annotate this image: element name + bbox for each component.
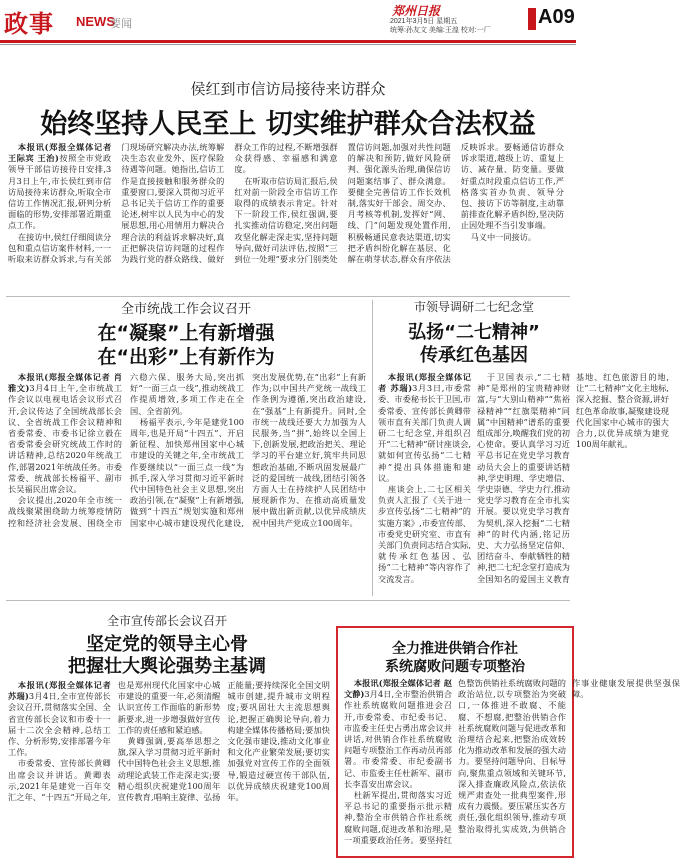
article-paragraph: 在接访中,侯红仔细阅读分包和重点信访案件材料,一一听取来访群众诉求,与有关部门现场研究解决办法,统筹解决生态农业发外、医疗保险待遇等问题。她指出,信访工作是直接接触和服务群众的重要窗口,要深入贯彻习近平总书记关于信访工作的重要论述,树牢以人民为中心的发展思想,用心用情用力解决合理合法的利益诉求解决好,真正把解决信访问题的过程作为践行党的群众路线、做好群众工作的过程,不断增强群众获得感、幸福感和满意度。 — [8, 142, 338, 265]
article-body: 本报讯(郑报全媒体记者 赵文静)3月4日,全市整治供销合作社系统腐败问题推进会召开,市委常委、市纪委书记、市监委主任史占勇出席会议并讲话,对供销合作社系统腐败问题专项整治工作再动员再部署。市委常委、市纪委副书记、市监委主任杜新军、副市长李喜安出席会议。 杜新军提出,贯彻落实习近平总书记的重要指示批示精神,整治全市供销合作社系统腐败问题,促进改革和治理,是一项重要政治任务。要坚持红色整饬供销社系统腐败问题的政治站位,以专项整治为突破口,一体推进不敢腐、不能腐、不想腐,把整治供销合作社系统腐败问题与促进改革和治理结合起来,把整治成效转化为推动改革和发展的强大动力。要坚持问题导向、目标导向,聚焦重点领域和关键环节,深入排查廉政风险点,依法依规严肃查处一批典型案件,形成有力震慑。要压紧压实各方责任,强化组织领导,推动专项整治取得扎实成效,为供销合作事业健康发展提供坚强保障。 — [344, 678, 566, 852]
article-paragraph: 杜新军提出,贯彻落实习近平总书记的重要指示批示精神,整治全市供销合作社系统腐败问题,促进改革和治理,是一项重要政治任务。要坚持红色整饬供销社系统腐败问题的政治站位,以专项整治为突破口,一体推进不敢腐、不能腐、不想腐,把整治供销合作社系统腐败问题与促进改革和治理结合起来,把整治成效转化为推动改革和发展的强大动力。要坚持问题导向、目标导向,聚焦重点领域和关键环节,深入排查廉政风险点,依法依规严肃查处一批典型案件,形成有力震慑。要压紧压实各方责任,强化组织领导,推动专项整治取得扎实成效,为供销合作事业健康发展提供坚强保障。 — [344, 678, 680, 845]
article-headline: 系统腐败问题专项整治 — [385, 659, 525, 675]
divider — [6, 296, 570, 297]
article-headline: 全力推进供销合作社 — [392, 641, 518, 657]
article-xuanchuan — [0, 604, 334, 862]
article-tongzhan — [0, 298, 372, 598]
article-headline: 弘扬“二七精神” — [408, 322, 540, 343]
article-byline: 本报讯(郑报全媒体记者 赵文静) — [344, 678, 452, 700]
article-paragraph: 于卫国表示,“二七精神”是郑州的宝贵精神财富,与“大别山精神”“焦裕禄精神”“红旗渠精神”同属“中国精神”谱系的重要组成部分,唤醒我们党的初心使命。要认真学习习近平总书记在党史学习教育动员大会上的重要讲话精神,学史明理、学史增信、学史崇德、学史力行,推动党史学习教育在全市扎实开展。要以党史学习教育为契机,深入挖掘“二七精神”的时代内涵,铭记历史、大力弘扬坚定信仰、团结奋斗、奉献牺牲的精神,把二七纪念堂打造成为全国知名的爱国主义教育基地、红色旅游目的地,让“二七精神”文化主地标,深入挖掘、整合资源,讲好红色革命故事,凝聚建设现代化国家中心城市的强大合力,以优异成绩为建党100周年献礼。 — [477, 372, 669, 584]
article-headline: 在“凝聚”上有新增强 — [97, 322, 275, 344]
article-paragraph: 座谈会上,二七区相关负责人汇报了《关于进一步宣传弘扬“二七精神”的实施方案》,市委宣传部、市委党史研究室、市直有关部门负责同志结合实际,就传承红色基因、弘扬“二七精神”等内容作了交流发言。 — [378, 484, 471, 584]
article-paragraph: 在听取市信访局汇报后,侯红对前一阶段全市信访工作取得的成绩表示肯定。针对下一阶段工作,侯红强调,要扎实推动信访稳定,突出问题攻坚化解走深走实,坚持问题导向,做好司法评估,按照“三到位一处理”要求分门别类处置信访问题,加强对共性问题的解决和预防,做好风险研判、强化源头治理,确保信访问题案结事了、群众满意。要健全完善信访工作长效机制,落实好干部会、周交办、月考核等机制,发挥好“网、线、门”问题发现处置作用,积极畅通民意表达渠道,切实把矛盾纠纷化解在基层、化解在萌芽状态,群众有序依法反映诉求。要畅通信访群众诉求渠道,越级上访、重复上访、减存量、防变量。要做好重点时段重点信访工作,严格落实首办负责、领导分包、接访下访等制度,主动靠前排查化解矛盾纠纷,坚决防止因处理不当引发事端。 — [234, 142, 564, 265]
date-line: 2021年3月5日 星期五 — [390, 18, 458, 25]
article-headline: 把握壮大舆论强势主基调 — [68, 656, 266, 677]
article-paragraph: 马义中一同接访。 — [470, 231, 537, 242]
article-byline: 本报讯(郑报全媒体记者 苏瑞) — [378, 372, 471, 394]
article-paragraph: 杨福平表示,今年是建党100周年,也是开局“十四五”、开启新征程、加快郑州国家中心城市建设的关键之年,全市统战工作要继续以“一面三点一线”为抓手,深入学习贯彻习近平新时代中国特色社会主义思想,突出政治引领,在“凝聚”上有新增强,做到“十四五”规划实施和郑州国家中心城市建设现代化建设,突出发展优势,在“出彩”上有新作为;以中国共产党统一战线工作条例为遵循,突出政治建设,在“强基”上有新提升。同时,全市统一战线还要大力加强为人民服务,当“拼”,始终以全国上下,创新发展,把政治把关、理论学习的平台建立好,筑牢共同思想政治基础,不断巩固发展最广泛的爱国统一战线,团结引领各方面人士在持续护人民团结中展现新作为、在推动高质量发展中做出新贡献,以优异成绩庆祝中国共产党成立100周年。 — [130, 372, 366, 528]
article-paragraph: 黄卿强调,要高举思想之旗,深入学习贯彻习近平新时代中国特色社会主义思想,推动理论武装工作走深走实;要精心组织庆祝建党100周年宣传教育,唱响主旋律、弘扬正能量;要持续深化全国文明城市创建,提升城市文明程度;要巩固壮大主流思想舆论,把握正确舆论导向,着力构建全媒体传播格局;要加快文化强市建设,推动文化事业和文化产业繁荣发展;要切实加强党对宣传工作的全面领导,锻造过硬宣传干部队伍,以优异成绩庆祝建党100周年。 — [117, 680, 330, 803]
article-xinfang — [0, 50, 576, 296]
article-byline: 本报讯(郑报全媒体记者 王际宾 王治) — [8, 142, 112, 164]
article-kicker: 市领导调研二七纪念堂 — [413, 300, 534, 314]
newspaper-logo: 郑州日报 — [392, 4, 441, 18]
article-byline: 本报讯(郑报全媒体记者 苏瑞) — [8, 680, 111, 702]
article-headline: 传承红色基因 — [420, 345, 528, 366]
page-number: A09 — [538, 6, 575, 28]
article-gongxiaoshe — [336, 626, 680, 858]
article-body: 本报讯(郑报全媒体记者 王际宾 王治)按照全市党政领导干部信访接待日安排,3月3日上午,市长侯红到市信访局接待来访群众,听取全市信访工作情况汇报,研判分析面临的形势,安排部署近期重点工作。 在接访中,侯红仔细阅读分包和重点信访案件材料,一一听取来访群众诉求,与有关部门现场研究解决办法,统筹解决生态农业发外、医疗保险待遇等问题。她指出,信访工作是直接接触和服务群众的重要窗口,要深入贯彻习近平总书记关于信访工作的重要论述,树牢以人民为中心的发展思想,用心用情用力解决合理合法的利益诉求解决好,真正把解决信访问题的过程作为践行党的群众路线、做好群众工作的过程,不断增强群众获得感、幸福感和满意度。 在听取市信访局汇报后,侯红对前一阶段全市信访工作取得的成绩表示肯定。针对下一阶段工作,侯红强调,要扎实推动信访稳定,突出问题攻坚化解走深走实,坚持问题导向,做好司法评估,按照“三到位一处理”要求分门别类处置信访问题,加强对共性问题的解决和预防,做好风险研判、强化源头治理,确保信访问题案结事了、群众满意。要健全完善信访工作长效机制,落实好干部会、周交办、月考核等机制,发挥好“网、线、门”问题发现处置作用,积极畅通民意表达渠道,切实把矛盾纠纷化解在基层、化解在萌芽状态,群众有序依法反映诉求。要畅通信访群众诉求渠道,越级上访、重复上访、减存量、防变量。要做好重点时段重点信访工作,严格落实首办负责、领导分包、接访下访等制度,主动靠前排查化解矛盾纠纷,坚决防止因处理不当引发事端。 马义中一同接访。 — [8, 142, 564, 265]
divider — [372, 300, 373, 596]
article-byline: 本报讯(郑报全媒体记者 肖雅文) — [8, 372, 122, 394]
section-title: 政事 — [4, 10, 54, 38]
masthead — [0, 0, 576, 44]
article-body: 本报讯(郑报全媒体记者 苏瑞)3月3日,市委常委、市委秘书长于卫国,市委常委、宣传部长黄卿带领市直有关部门负责人调研二七纪念堂,并组织召开“二七精神”研讨座谈会,就如何宣传弘扬“二七精神”提出具体措施和建议。 座谈会上,二七区相关负责人汇报了《关于进一步宣传弘扬“二七精神”的实施方案》,市委宣传部、市委党史研究室、市直有关部门负责同志结合实际,就传承红色基因、弘扬“二七精神”等内容作了交流发言。 于卫国表示,“二七精神”是郑州的宝贵精神财富,与“大别山精神”“焦裕禄精神”“红旗渠精神”同属“中国精神”谱系的重要组成部分,唤醒我们党的初心使命。要认真学习习近平总书记在党史学习教育动员大会上的重要讲话精神,学史明理、学史增信、学史崇德、学史力行,推动党史学习教育在全市扎实开展。要以党史学习教育为契机,深入挖掘“二七精神”的时代内涵,铭记历史、大力弘扬坚定信仰、团结奋斗、奉献牺牲的精神,把二七纪念堂打造成为全国知名的爱国主义教育基地、红色旅游目的地,让“二七精神”文化主地标,深入挖掘、整合资源,讲好红色革命故事,凝聚建设现代化国家中心城市的强大合力,以优异成绩为建党100周年献礼。 — [378, 372, 570, 594]
article-body: 本报讯(郑报全媒体记者 苏瑞)3月4日,全市宣传部长会议召开,贯彻落实全国、全省宣传部长会议和市委十一届十二次全会精神,总结工作、分析形势,安排部署今年工作。 市委常委、宣传部长黄卿出席会议并讲话。黄卿表示,2021年是建党一百年交汇之年、“十四五”开局之年,也是郑州现代化国家中心城市建设的重要一年,必须清醒认识宣传工作面临的新形势新要求,进一步增强做好宣传工作的责任感和紧迫感。 黄卿强调,要高举思想之旗,深入学习贯彻习近平新时代中国特色社会主义思想,推动理论武装工作走深走实;要精心组织庆祝建党100周年宣传教育,唱响主旋律、弘扬正能量;要持续深化全国文明城市创建,提升城市文明程度;要巩固壮大主流思想舆论,把握正确舆论导向,着力构建全媒体传播格局;要加快文化强市建设,推动文化事业和文化产业繁荣发展;要切实加强党对宣传工作的全面领导,锻造过硬宣传干部队伍,以优异成绩庆祝建党100周年。 — [8, 680, 330, 803]
masthead-red-rule — [0, 40, 576, 43]
article-paragraph: 市委常委、宣传部长黄卿出席会议并讲话。黄卿表示,2021年是建党一百年交汇之年、“十四五”开局之年,也是郑州现代化国家中心城市建设的重要一年,必须清醒认识宣传工作面临的新形势新要求,进一步增强做好宣传工作的责任感和紧迫感。 — [8, 680, 221, 803]
page-marker-icon — [528, 8, 536, 30]
article-headline: 始终坚持人民至上 切实维护群众合法权益 — [40, 109, 536, 140]
section-news-label: NEWS — [76, 14, 115, 29]
article-kicker: 全市宣传部长会议召开 — [106, 614, 227, 628]
divider — [6, 600, 570, 601]
article-headline: 坚定党的领导主心骨 — [86, 634, 248, 655]
article-headline: 在“出彩”上有新作为 — [97, 346, 275, 368]
article-paragraph: 会议提出,2020年全市统一战线聚紧围绕助力统筹疫情防控和经济社会发展、围绕全市六稳六保、服务大局,突出抓好“一面三点一线”,推动统战工作提质增效,多项工作走在全国、全省前列。 — [8, 372, 244, 528]
article-body: 本报讯(郑报全媒体记者 肖雅文)3月4日上午,全市统战工作会议以电视电话会议形式召开,会议传达了全国统战部长会议、全省统战工作会议精神和省委常委、市委书记徐立毅在省委常委会研究统战工作时的讲话精神,总结2020年统战工作,部署2021年统战任务。市委常委、统战部长杨福平、副市长吴福民出席会议。 会议提出,2020年全市统一战线聚紧围绕助力统筹疫情防控和经济社会发展、围绕全市六稳六保、服务大局,突出抓好“一面三点一线”,推动统战工作提质增效,多项工作走在全国、全省前列。 杨福平表示,今年是建党100周年,也是开局“十四五”、开启新征程、加快郑州国家中心城市建设的关键之年,全市统战工作要继续以“一面三点一线”为抓手,深入学习贯彻习近平新时代中国特色社会主义思想,突出政治引领,在“凝聚”上有新增强,做到“十四五”规划实施和郑州国家中心城市建设现代化建设,突出发展优势,在“出彩”上有新作为;以中国共产党统一战线工作条例为遵循,突出政治建设,在“强基”上有新提升。同时,全市统一战线还要大力加强为人民服务,当“拼”,始终以全国上下,创新发展,把政治把关、理论学习的平台建立好,筑牢共同思想政治基础,不断巩固发展最广泛的爱国统一战线,团结引领各方面人士在持续护人民团结中展现新作为、在推动高质量发展中做出新贡献,以优异成绩庆祝中国共产党成立100周年。 — [8, 372, 366, 528]
editors-line: 统筹:孙友文 美编:王湟 校对:一厂 — [390, 27, 491, 34]
masthead-gray-rule — [0, 44, 576, 45]
article-erqi — [374, 298, 669, 598]
article-kicker: 侯红到市信访局接待来访群众 — [190, 80, 386, 98]
article-kicker: 全市统战工作会议召开 — [120, 302, 251, 317]
edition-tag: 要闻 — [110, 18, 132, 30]
